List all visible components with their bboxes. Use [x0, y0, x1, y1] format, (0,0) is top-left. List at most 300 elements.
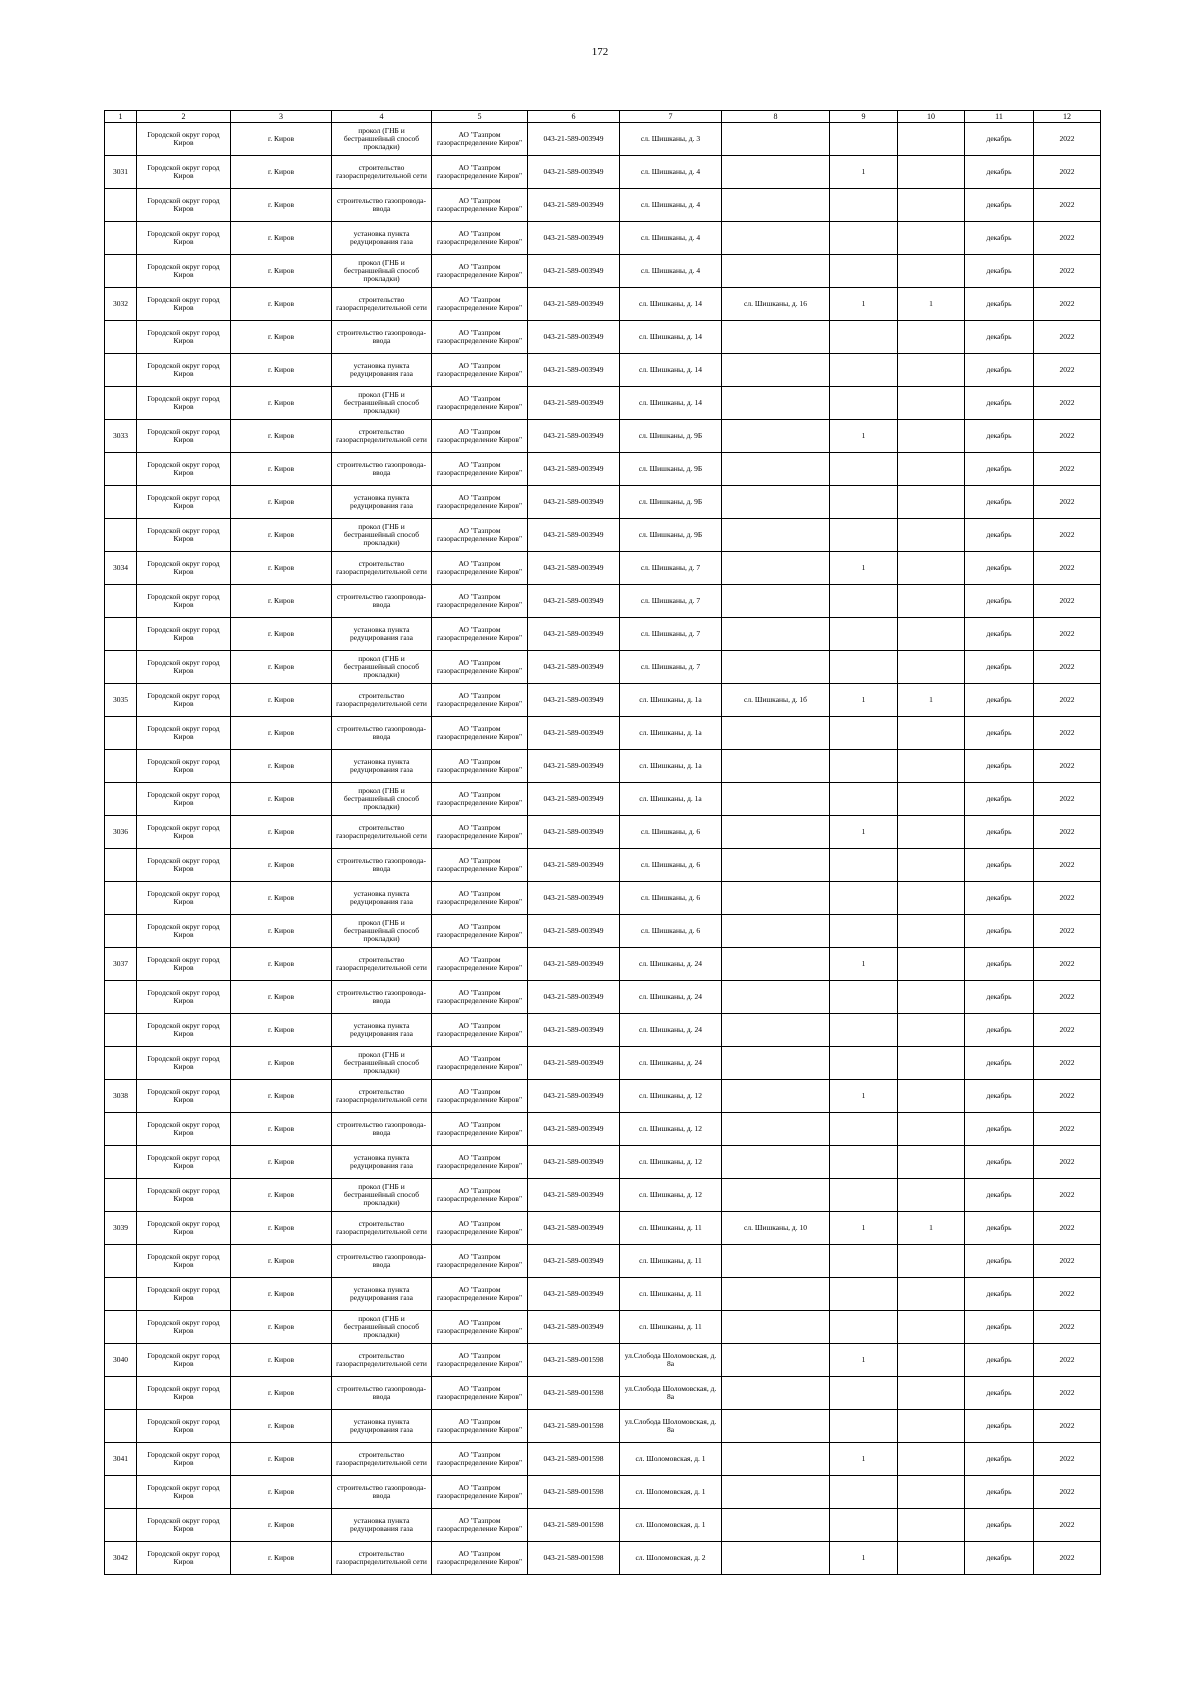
- cell-text: АО "Газпром газораспределение Киров": [436, 494, 523, 510]
- cell-text: 2022: [1059, 564, 1075, 572]
- cell-settlement: [231, 321, 332, 354]
- cell-address-extra: [722, 1245, 830, 1278]
- cell-text: 1: [929, 300, 933, 308]
- cell-organization: [432, 1344, 528, 1377]
- cell-work-type: [332, 288, 432, 321]
- cell-settlement: [231, 882, 332, 915]
- cell-settlement: [231, 1179, 332, 1212]
- cell-count-a: [830, 1212, 898, 1245]
- cell-text: АО "Газпром газораспределение Киров": [436, 1088, 523, 1104]
- cell-month: [965, 1179, 1034, 1212]
- cell-row-number: [105, 585, 137, 618]
- cell-text: 043-21-589-003949: [543, 1026, 604, 1034]
- cell-address: [620, 387, 722, 420]
- cell-program-number: [528, 321, 620, 354]
- cell-row-number: [105, 156, 137, 189]
- cell-month: [965, 981, 1034, 1014]
- cell-address: [620, 1047, 722, 1080]
- cell-work-type: [332, 189, 432, 222]
- cell-organization: [432, 1113, 528, 1146]
- cell-municipality: [137, 915, 231, 948]
- cell-text: 043-21-589-003949: [543, 432, 604, 440]
- cell-organization: [432, 1047, 528, 1080]
- cell-text: установка пункта редуцирования газа: [350, 1286, 413, 1302]
- cell-month: [965, 1443, 1034, 1476]
- cell-text: сл. Шишканы, д. 12: [639, 1092, 702, 1100]
- table-row: [105, 189, 1101, 222]
- cell-settlement: [231, 1509, 332, 1542]
- cell-work-type: [332, 1212, 432, 1245]
- cell-text: прокол (ГНБ и бестраншейный способ прокладки): [343, 523, 420, 547]
- cell-organization: [432, 1311, 528, 1344]
- cell-count-b: [898, 1476, 965, 1509]
- cell-settlement: [231, 189, 332, 222]
- cell-text: АО "Газпром газораспределение Киров": [436, 626, 523, 642]
- table-row: [105, 288, 1101, 321]
- table-row: [105, 519, 1101, 552]
- cell-count-b: [898, 1080, 965, 1113]
- cell-count-b: [898, 519, 965, 552]
- cell-municipality: [137, 1443, 231, 1476]
- cell-month: [965, 618, 1034, 651]
- cell-text: сл. Шоломовская, д. 2: [635, 1554, 706, 1562]
- cell-text: установка пункта редуцирования газа: [350, 626, 413, 642]
- cell-count-a: [830, 651, 898, 684]
- cell-text: 043-21-589-003949: [543, 894, 604, 902]
- cell-address-extra: [722, 354, 830, 387]
- cell-row-number: [105, 1509, 137, 1542]
- cell-address: [620, 981, 722, 1014]
- cell-text: 2022: [1059, 399, 1075, 407]
- cell-text: строительство газораспределительной сети: [336, 1220, 427, 1236]
- cell-program-number: [528, 915, 620, 948]
- table-row: [105, 255, 1101, 288]
- cell-text: АО "Газпром газораспределение Киров": [436, 1055, 523, 1071]
- cell-text: строительство газораспределительной сети: [336, 1352, 427, 1368]
- cell-year: [1034, 1047, 1101, 1080]
- cell-count-a: [830, 1410, 898, 1443]
- cell-organization: [432, 1278, 528, 1311]
- cell-count-b: [898, 1509, 965, 1542]
- cell-text: г. Киров: [267, 465, 295, 473]
- cell-text: Городской округ город Киров: [147, 758, 220, 774]
- cell-address: [620, 1080, 722, 1113]
- cell-count-a: [830, 288, 898, 321]
- cell-text: сл. Шишканы, д. 1а: [639, 762, 702, 770]
- cell-count-b: [898, 1443, 965, 1476]
- cell-count-a: [830, 1146, 898, 1179]
- cell-count-b: [898, 915, 965, 948]
- cell-text: 2022: [1059, 333, 1075, 341]
- cell-municipality: [137, 288, 231, 321]
- cell-municipality: [137, 684, 231, 717]
- cell-year: [1034, 948, 1101, 981]
- cell-address-extra: [722, 882, 830, 915]
- cell-municipality: [137, 387, 231, 420]
- cell-municipality: [137, 519, 231, 552]
- cell-text: 3036: [113, 828, 128, 836]
- cell-text: АО "Газпром газораспределение Киров": [436, 1220, 523, 1236]
- cell-text: сл. Шишканы, д. 12: [639, 1158, 702, 1166]
- cell-text: АО "Газпром газораспределение Киров": [436, 1352, 523, 1368]
- cell-text: Городской округ город Киров: [147, 230, 220, 246]
- cell-text: декабрь: [986, 1455, 1012, 1463]
- cell-text: Городской округ город Киров: [147, 1022, 220, 1038]
- cell-text: 043-21-589-001598: [543, 1521, 604, 1529]
- cell-text: сл. Шишканы, д. 4: [640, 234, 701, 242]
- cell-text: 043-21-589-003949: [543, 1290, 604, 1298]
- cell-text: прокол (ГНБ и бестраншейный способ прокладки): [343, 1051, 420, 1075]
- cell-text: 043-21-589-003949: [543, 828, 604, 836]
- cell-address-extra: [722, 849, 830, 882]
- cell-text: АО "Газпром газораспределение Киров": [436, 197, 523, 213]
- cell-count-a: [830, 750, 898, 783]
- cell-text: Городской округ город Киров: [147, 1055, 220, 1071]
- cell-address: [620, 684, 722, 717]
- cell-text: сл. Шишканы, д. 9Б: [638, 465, 703, 473]
- cell-year: [1034, 1377, 1101, 1410]
- cell-organization: [432, 882, 528, 915]
- cell-month: [965, 288, 1034, 321]
- cell-text: Городской округ город Киров: [147, 131, 220, 147]
- cell-municipality: [137, 651, 231, 684]
- cell-organization: [432, 651, 528, 684]
- cell-row-number: [105, 981, 137, 1014]
- cell-count-a: [830, 1014, 898, 1047]
- cell-text: г. Киров: [267, 1455, 295, 1463]
- table-row: [105, 1344, 1101, 1377]
- cell-organization: [432, 717, 528, 750]
- cell-text: декабрь: [986, 498, 1012, 506]
- cell-text: г. Киров: [267, 135, 295, 143]
- cell-text: АО "Газпром газораспределение Киров": [436, 989, 523, 1005]
- cell-row-number: [105, 783, 137, 816]
- cell-count-b: [898, 684, 965, 717]
- cell-text: 1: [861, 828, 866, 836]
- cell-text: строительство газораспределительной сети: [336, 824, 427, 840]
- cell-count-b: [898, 717, 965, 750]
- cell-text: декабрь: [986, 1158, 1012, 1166]
- cell-settlement: [231, 1146, 332, 1179]
- cell-settlement: [231, 1344, 332, 1377]
- cell-count-a: [830, 1476, 898, 1509]
- cell-count-a: [830, 1080, 898, 1113]
- cell-program-number: [528, 1245, 620, 1278]
- cell-address: [620, 453, 722, 486]
- cell-month: [965, 387, 1034, 420]
- table-row: [105, 651, 1101, 684]
- cell-text: установка пункта редуцирования газа: [350, 1517, 413, 1533]
- cell-count-b: [898, 1179, 965, 1212]
- cell-text: г. Киров: [267, 300, 295, 308]
- cell-text: прокол (ГНБ и бестраншейный способ прокладки): [343, 787, 420, 811]
- cell-text: г. Киров: [267, 630, 295, 638]
- cell-count-a: [830, 156, 898, 189]
- cell-count-a: [830, 123, 898, 156]
- cell-text: декабрь: [986, 1290, 1012, 1298]
- cell-address: [620, 1542, 722, 1575]
- cell-row-number: [105, 288, 137, 321]
- cell-program-number: [528, 453, 620, 486]
- cell-text: г. Киров: [267, 1554, 295, 1562]
- cell-count-b: [898, 1311, 965, 1344]
- cell-count-a: [830, 849, 898, 882]
- table-row: [105, 915, 1101, 948]
- cell-text: ул.Слобода Шоломовская, д. 8а: [624, 1352, 717, 1368]
- cell-count-a: [830, 1047, 898, 1080]
- table-row: [105, 1113, 1101, 1146]
- cell-text: декабрь: [986, 168, 1012, 176]
- cell-text: сл. Шишканы, д. 24: [639, 960, 702, 968]
- cell-text: г. Киров: [267, 432, 295, 440]
- cell-settlement: [231, 1278, 332, 1311]
- cell-work-type: [332, 1278, 432, 1311]
- table-row: [105, 717, 1101, 750]
- cell-text: сл. Шоломовская, д. 1: [635, 1455, 706, 1463]
- cell-text: 2022: [1059, 1356, 1075, 1364]
- cell-text: Городской округ город Киров: [147, 890, 220, 906]
- cell-text: декабрь: [986, 795, 1012, 803]
- cell-municipality: [137, 816, 231, 849]
- cell-address-extra: [722, 1179, 830, 1212]
- cell-work-type: [332, 354, 432, 387]
- cell-organization: [432, 1542, 528, 1575]
- cell-row-number: [105, 915, 137, 948]
- cell-count-b: [898, 651, 965, 684]
- cell-text: г. Киров: [267, 597, 295, 605]
- cell-organization: [432, 255, 528, 288]
- cell-row-number: [105, 948, 137, 981]
- cell-text: г. Киров: [267, 1026, 295, 1034]
- cell-text: 2022: [1059, 168, 1075, 176]
- cell-row-number: [105, 354, 137, 387]
- cell-work-type: [332, 1542, 432, 1575]
- cell-municipality: [137, 189, 231, 222]
- cell-program-number: [528, 1212, 620, 1245]
- cell-text: АО "Газпром газораспределение Киров": [436, 1418, 523, 1434]
- cell-count-b: [898, 189, 965, 222]
- cell-text: 043-21-589-003949: [543, 1125, 604, 1133]
- cell-settlement: [231, 651, 332, 684]
- cell-text: 3031: [113, 168, 128, 176]
- cell-program-number: [528, 387, 620, 420]
- cell-program-number: [528, 519, 620, 552]
- cell-settlement: [231, 717, 332, 750]
- cell-municipality: [137, 1509, 231, 1542]
- cell-row-number: [105, 189, 137, 222]
- cell-text: Городской округ город Киров: [147, 527, 220, 543]
- cell-settlement: [231, 684, 332, 717]
- cell-address-extra: [722, 1542, 830, 1575]
- cell-text: 3042: [113, 1554, 128, 1562]
- cell-text: г. Киров: [267, 1158, 295, 1166]
- cell-year: [1034, 486, 1101, 519]
- cell-address-extra: [722, 156, 830, 189]
- cell-text: сл. Шишканы, д. 11: [639, 1257, 702, 1265]
- cell-text: Городской округ город Киров: [147, 1154, 220, 1170]
- cell-year: [1034, 651, 1101, 684]
- cell-text: АО "Газпром газораспределение Киров": [436, 1187, 523, 1203]
- cell-count-b: [898, 750, 965, 783]
- cell-year: [1034, 1311, 1101, 1344]
- cell-text: АО "Газпром газораспределение Киров": [436, 593, 523, 609]
- column-header-10: 10: [898, 111, 965, 123]
- cell-program-number: [528, 1377, 620, 1410]
- cell-text: 043-21-589-003949: [543, 465, 604, 473]
- cell-address-extra: [722, 222, 830, 255]
- cell-text: г. Киров: [267, 399, 295, 407]
- cell-text: 043-21-589-003949: [543, 300, 604, 308]
- cell-address: [620, 1410, 722, 1443]
- cell-text: АО "Газпром газораспределение Киров": [436, 1451, 523, 1467]
- cell-organization: [432, 321, 528, 354]
- cell-text: 2022: [1059, 1521, 1075, 1529]
- cell-month: [965, 1509, 1034, 1542]
- cell-row-number: [105, 1410, 137, 1443]
- cell-program-number: [528, 123, 620, 156]
- cell-address-extra: [722, 684, 830, 717]
- cell-text: ул.Слобода Шоломовская, д. 8а: [624, 1385, 717, 1401]
- cell-year: [1034, 1014, 1101, 1047]
- cell-municipality: [137, 1344, 231, 1377]
- cell-row-number: [105, 1245, 137, 1278]
- cell-count-b: [898, 1245, 965, 1278]
- cell-text: сл. Шишканы, д. 12: [639, 1125, 702, 1133]
- cell-text: 043-21-589-003949: [543, 333, 604, 341]
- cell-address-extra: [722, 453, 830, 486]
- cell-address: [620, 1311, 722, 1344]
- cell-municipality: [137, 123, 231, 156]
- cell-text: декабрь: [986, 828, 1012, 836]
- cell-address-extra: [722, 552, 830, 585]
- table-row: [105, 354, 1101, 387]
- cell-text: сл. Шишканы, д. 9Б: [638, 432, 703, 440]
- cell-program-number: [528, 222, 620, 255]
- cell-address: [620, 1245, 722, 1278]
- cell-count-a: [830, 519, 898, 552]
- cell-work-type: [332, 552, 432, 585]
- cell-text: 1: [861, 1092, 866, 1100]
- cell-municipality: [137, 1476, 231, 1509]
- cell-text: прокол (ГНБ и бестраншейный способ прокладки): [343, 259, 420, 283]
- cell-text: 043-21-589-003949: [543, 1158, 604, 1166]
- cell-program-number: [528, 1410, 620, 1443]
- cell-address: [620, 1146, 722, 1179]
- cell-text: декабрь: [986, 300, 1012, 308]
- cell-text: г. Киров: [267, 927, 295, 935]
- cell-month: [965, 1377, 1034, 1410]
- cell-text: Городской округ город Киров: [147, 296, 220, 312]
- cell-month: [965, 750, 1034, 783]
- cell-work-type: [332, 156, 432, 189]
- cell-text: г. Киров: [267, 1521, 295, 1529]
- cell-text: сл. Шишканы, д. 14: [639, 399, 702, 407]
- register-table: [104, 110, 1101, 1575]
- cell-program-number: [528, 486, 620, 519]
- cell-year: [1034, 156, 1101, 189]
- cell-text: прокол (ГНБ и бестраншейный способ прокладки): [343, 1315, 420, 1339]
- cell-row-number: [105, 1542, 137, 1575]
- cell-text: декабрь: [986, 993, 1012, 1001]
- cell-year: [1034, 684, 1101, 717]
- cell-text: Городской округ город Киров: [147, 263, 220, 279]
- cell-municipality: [137, 1113, 231, 1146]
- cell-text: АО "Газпром газораспределение Киров": [436, 1385, 523, 1401]
- cell-count-b: [898, 486, 965, 519]
- cell-address: [620, 882, 722, 915]
- cell-count-b: [898, 783, 965, 816]
- cell-row-number: [105, 816, 137, 849]
- cell-organization: [432, 1443, 528, 1476]
- cell-text: 043-21-589-001598: [543, 1422, 604, 1430]
- cell-row-number: [105, 255, 137, 288]
- cell-organization: [432, 486, 528, 519]
- cell-text: г. Киров: [267, 993, 295, 1001]
- cell-text: Городской округ город Киров: [147, 1286, 220, 1302]
- cell-year: [1034, 1410, 1101, 1443]
- cell-month: [965, 948, 1034, 981]
- cell-count-b: [898, 816, 965, 849]
- cell-text: Городской округ город Киров: [147, 461, 220, 477]
- cell-text: 043-21-589-003949: [543, 663, 604, 671]
- cell-settlement: [231, 1212, 332, 1245]
- cell-month: [965, 684, 1034, 717]
- cell-text: г. Киров: [267, 168, 295, 176]
- cell-text: 2022: [1059, 927, 1075, 935]
- cell-address-extra: [722, 1344, 830, 1377]
- cell-work-type: [332, 1311, 432, 1344]
- cell-text: г. Киров: [267, 564, 295, 572]
- cell-organization: [432, 1377, 528, 1410]
- cell-month: [965, 486, 1034, 519]
- cell-address: [620, 849, 722, 882]
- column-header-2: 2: [137, 111, 231, 123]
- cell-work-type: [332, 420, 432, 453]
- cell-organization: [432, 1014, 528, 1047]
- cell-text: АО "Газпром газораспределение Киров": [436, 329, 523, 345]
- cell-text: АО "Газпром газораспределение Киров": [436, 230, 523, 246]
- cell-text: декабрь: [986, 531, 1012, 539]
- cell-text: сл. Шишканы, д. 11: [639, 1323, 702, 1331]
- cell-municipality: [137, 750, 231, 783]
- cell-municipality: [137, 354, 231, 387]
- cell-text: установка пункта редуцирования газа: [350, 230, 413, 246]
- cell-year: [1034, 1212, 1101, 1245]
- cell-work-type: [332, 222, 432, 255]
- cell-text: АО "Газпром газораспределение Киров": [436, 1022, 523, 1038]
- cell-text: сл. Шишканы, д. 4: [640, 267, 701, 275]
- cell-settlement: [231, 750, 332, 783]
- cell-text: 2022: [1059, 828, 1075, 836]
- cell-text: 2022: [1059, 1257, 1075, 1265]
- cell-month: [965, 552, 1034, 585]
- cell-text: 2022: [1059, 1026, 1075, 1034]
- cell-text: сл. Шишканы, д. 4: [640, 201, 701, 209]
- cell-municipality: [137, 1146, 231, 1179]
- cell-text: 043-21-589-001598: [543, 1488, 604, 1496]
- table-row: [105, 1146, 1101, 1179]
- cell-text: декабрь: [986, 1323, 1012, 1331]
- table-row: [105, 420, 1101, 453]
- cell-text: прокол (ГНБ и бестраншейный способ прокладки): [343, 127, 420, 151]
- cell-address-extra: [722, 1113, 830, 1146]
- cell-text: 043-21-589-003949: [543, 597, 604, 605]
- cell-text: декабрь: [986, 1488, 1012, 1496]
- cell-address-extra: [722, 750, 830, 783]
- table-row: [105, 321, 1101, 354]
- cell-text: 043-21-589-003949: [543, 1191, 604, 1199]
- cell-work-type: [332, 981, 432, 1014]
